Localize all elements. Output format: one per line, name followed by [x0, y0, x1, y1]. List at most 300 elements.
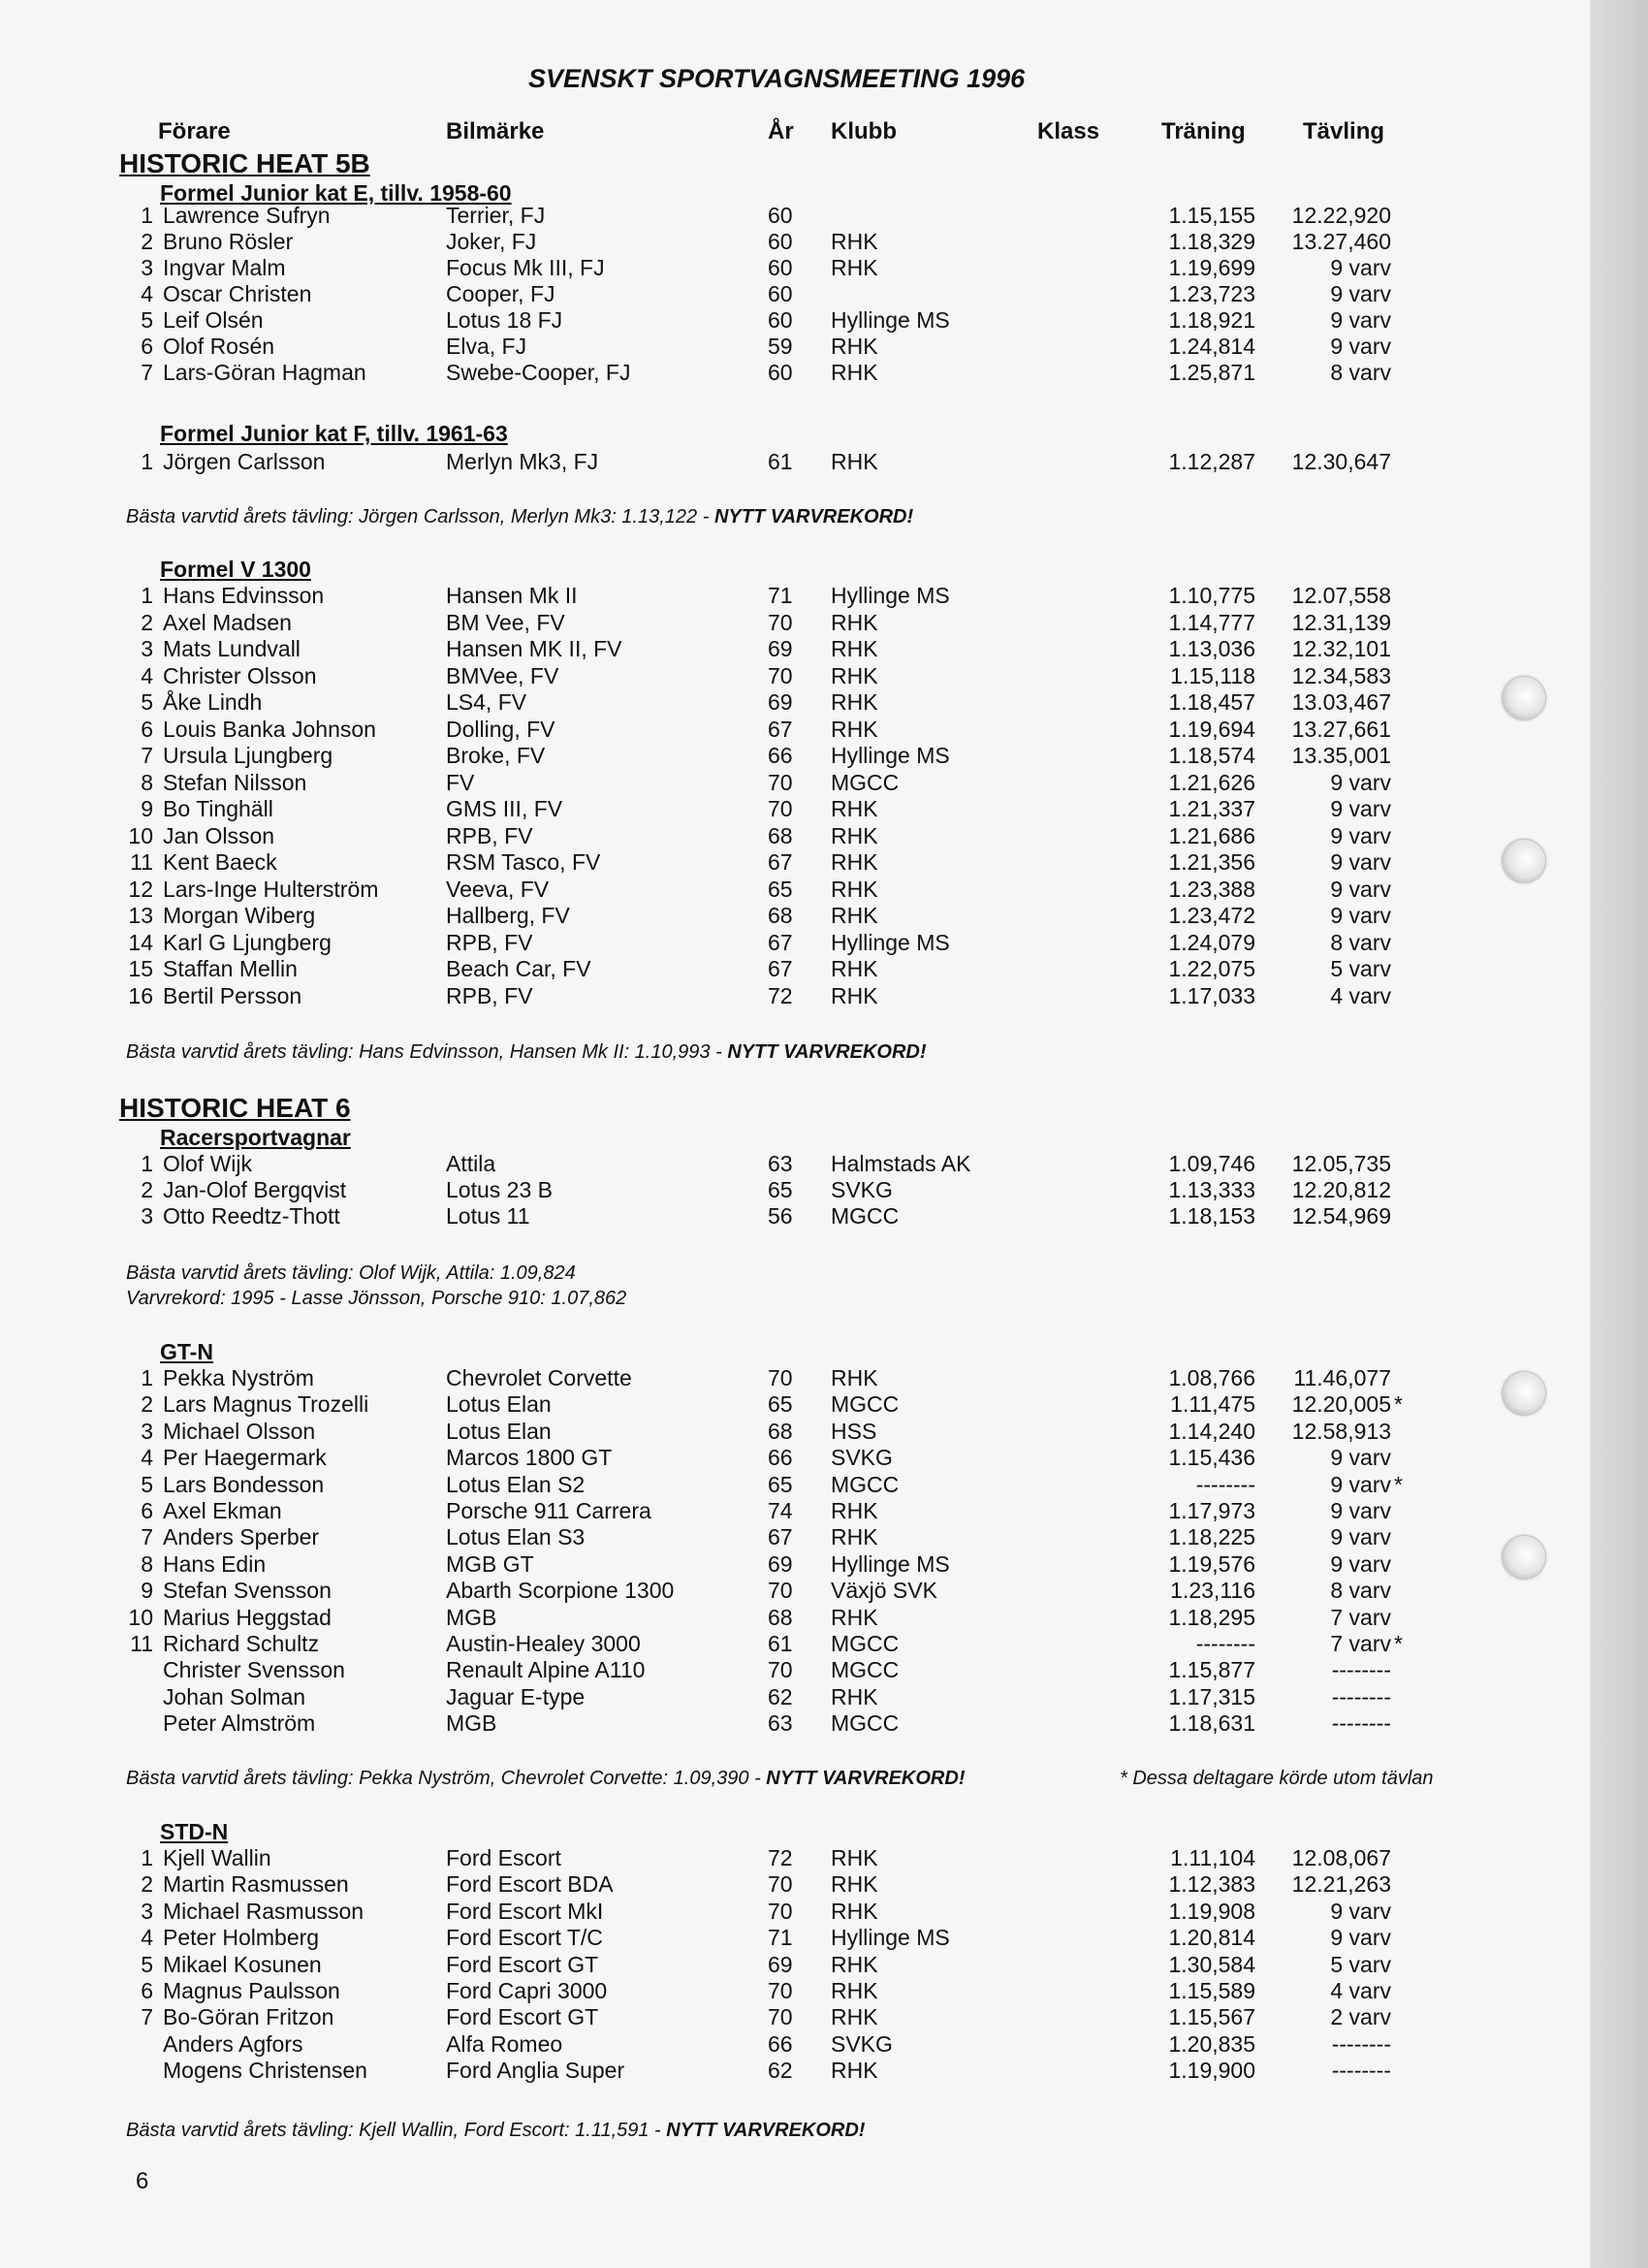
col-header-class: Klass — [1037, 118, 1100, 144]
cell-car: Alfa Romeo — [446, 2030, 563, 2057]
cell-race-result: 12.30,647 — [1291, 449, 1391, 474]
cell-position: 3 — [141, 1203, 153, 1229]
cell-year: 56 — [768, 1203, 793, 1229]
cell-training-time: 1.25,871 — [1168, 360, 1255, 385]
cell-club: RHK — [831, 1524, 878, 1550]
cell-year: 72 — [768, 982, 793, 1008]
cell-car: Hallberg, FV — [446, 903, 570, 928]
cell-race-result: 9 varv — [1330, 255, 1391, 280]
binder-hole-4 — [1503, 1536, 1545, 1579]
cell-training-time: 1.19,908 — [1168, 1898, 1255, 1924]
best-lap-stdn-record: NYTT VARVREKORD! — [666, 2120, 866, 2141]
cell-club: RHK — [831, 1365, 878, 1390]
cell-year: 60 — [768, 255, 793, 280]
cell-car: GMS III, FV — [446, 796, 563, 821]
cell-car: MGB — [446, 1710, 497, 1737]
cell-race-result: 9 varv — [1330, 1925, 1391, 1951]
cell-club: RHK — [831, 822, 878, 848]
cell-position: 11 — [130, 1631, 153, 1656]
cell-year: 70 — [768, 1578, 793, 1604]
table-row — [0, 636, 1415, 662]
cell-driver: Michael Rasmusson — [163, 1898, 364, 1924]
cell-training-time: 1.11,475 — [1170, 1391, 1255, 1418]
cell-car: MGB GT — [446, 1550, 534, 1577]
cell-car: RSM Tasco, FV — [446, 849, 601, 875]
table-row — [0, 1391, 1415, 1418]
cell-car: Ford Escort GT — [446, 2004, 599, 2030]
table-row — [0, 281, 1415, 307]
cell-position: 1 — [141, 1151, 153, 1176]
cell-year: 68 — [768, 903, 793, 928]
cell-training-time: 1.12,287 — [1168, 449, 1255, 474]
cell-race-result: 12.34,583 — [1291, 662, 1391, 688]
cell-year: 70 — [768, 1657, 793, 1683]
cell-race-result: 12.58,913 — [1291, 1418, 1391, 1444]
best-lap-junior-text: Bästa varvtid årets tävling: Jörgen Carlsson, Merlyn Mk3: 1.13,122 - — [126, 506, 714, 527]
cell-race-result: 9 varv — [1330, 1471, 1391, 1497]
cell-car: Lotus Elan — [446, 1391, 552, 1418]
cell-training-time: 1.17,033 — [1168, 982, 1255, 1008]
cell-training-time: 1.15,877 — [1168, 1657, 1255, 1683]
cell-position: 1 — [141, 203, 153, 228]
cell-position: 1 — [141, 1365, 153, 1390]
binder-hole-1 — [1503, 677, 1545, 719]
cell-driver: Kjell Wallin — [163, 1845, 271, 1870]
cell-club: RHK — [831, 1845, 878, 1870]
cell-club: MGCC — [831, 1471, 900, 1497]
cell-car: Lotus 23 B — [446, 1177, 553, 1202]
cell-race-result: 9 varv — [1330, 1550, 1391, 1577]
cell-race-result: 9 varv — [1330, 334, 1391, 359]
cell-driver: Per Haegermark — [163, 1445, 327, 1471]
cell-race-result: 11.46,077 — [1293, 1365, 1391, 1390]
cell-race-result: 13.27,460 — [1291, 229, 1391, 254]
cell-club: RHK — [831, 334, 878, 359]
cell-club: MGCC — [831, 1631, 900, 1656]
cell-position: 11 — [130, 849, 153, 875]
cell-driver: Jan-Olof Bergqvist — [163, 1177, 347, 1202]
cell-race-result: 4 varv — [1330, 982, 1391, 1008]
cell-car: BM Vee, FV — [446, 609, 565, 635]
cell-year: 70 — [768, 2004, 793, 2030]
cell-race-result: 9 varv — [1330, 1445, 1391, 1471]
cell-club: RHK — [831, 689, 878, 715]
cell-training-time: 1.13,036 — [1168, 636, 1255, 661]
cell-club: RHK — [831, 1498, 878, 1523]
cell-car: Renault Alpine A110 — [446, 1657, 646, 1683]
cell-race-result: 9 varv — [1330, 307, 1391, 333]
gtn-footnote: * Dessa deltagare körde utom tävlan — [1120, 1768, 1434, 1789]
cell-club: RHK — [831, 2058, 878, 2084]
heat-5b-heading: HISTORIC HEAT 5B — [119, 148, 370, 178]
cell-position: 9 — [141, 1578, 153, 1604]
table-row — [0, 717, 1415, 743]
table-row — [0, 770, 1415, 796]
cell-car: Lotus 11 — [446, 1203, 530, 1229]
cell-position: 2 — [141, 1871, 153, 1898]
cell-race-result: 2 varv — [1330, 2004, 1391, 2030]
cell-training-time: 1.15,155 — [1168, 203, 1255, 228]
table-row — [0, 1871, 1415, 1898]
table-row — [0, 1472, 1415, 1498]
table-row — [0, 1657, 1415, 1683]
cell-position: 6 — [141, 1498, 153, 1523]
cell-car: Elva, FJ — [446, 334, 527, 359]
cell-car: Hansen Mk II — [446, 583, 578, 608]
cell-race-result: 12.05,735 — [1291, 1151, 1391, 1176]
cell-training-time: 1.14,777 — [1168, 609, 1255, 635]
best-lap-formel-v-record: NYTT VARVREKORD! — [727, 1041, 927, 1063]
cell-year: 69 — [768, 1550, 793, 1577]
cell-year: 59 — [768, 334, 793, 359]
cell-driver: Axel Madsen — [163, 609, 292, 635]
cell-car: Focus Mk III, FJ — [446, 255, 605, 280]
cell-position: 8 — [141, 1550, 153, 1577]
cell-position: 5 — [141, 1471, 153, 1497]
cell-club: RHK — [831, 716, 878, 742]
cell-position: 9 — [141, 796, 153, 821]
cell-club: Hyllinge MS — [831, 1925, 950, 1951]
cell-car: MGB — [446, 1604, 497, 1630]
cell-training-time: 1.21,356 — [1168, 849, 1255, 875]
cell-training-time: 1.24,079 — [1168, 929, 1255, 955]
cell-training-time: 1.20,835 — [1168, 2030, 1255, 2057]
cell-training-time: 1.23,472 — [1168, 903, 1255, 928]
racer-heading: Racersportvagnar — [160, 1125, 351, 1150]
cell-year: 62 — [768, 1683, 793, 1709]
cell-training-time: 1.23,116 — [1170, 1578, 1255, 1604]
cell-driver: Lars-Inge Hulterström — [163, 876, 379, 902]
cell-car: Ford Escort BDA — [446, 1871, 614, 1898]
table-row — [0, 983, 1415, 1009]
cell-club: RHK — [831, 1951, 878, 1977]
cell-position: 10 — [128, 822, 153, 848]
table-row — [0, 930, 1415, 956]
cell-car: RPB, FV — [446, 822, 533, 848]
cell-club: MGCC — [831, 769, 900, 795]
table-row — [0, 1151, 1415, 1177]
cell-race-result: 12.22,920 — [1291, 203, 1391, 228]
cell-position: 1 — [141, 1845, 153, 1870]
cell-year: 71 — [768, 583, 793, 608]
table-row — [0, 1498, 1415, 1524]
cell-car: Ford Escort GT — [446, 1951, 599, 1977]
cell-year: 68 — [768, 1604, 793, 1630]
cell-position: 4 — [141, 1445, 153, 1471]
page-edge-shadow — [1590, 0, 1648, 2268]
table-row — [0, 1899, 1415, 1925]
cell-club: RHK — [831, 903, 878, 928]
cell-club: MGCC — [831, 1203, 900, 1229]
cell-year: 70 — [768, 662, 793, 688]
cell-driver: Oscar Christen — [163, 281, 312, 306]
cell-club: Växjö SVK — [831, 1578, 937, 1604]
cell-training-time: 1.21,337 — [1168, 796, 1255, 821]
cell-race-result: 9 varv — [1330, 796, 1391, 821]
cell-position: 7 — [141, 2004, 153, 2030]
cell-car: Porsche 911 Carrera — [446, 1498, 651, 1523]
table-row — [0, 1684, 1415, 1710]
cell-club: RHK — [831, 449, 878, 474]
cell-training-time: 1.13,333 — [1168, 1177, 1255, 1202]
cell-position: 7 — [141, 1524, 153, 1550]
cell-race-result: 12.07,558 — [1291, 583, 1391, 608]
table-row — [0, 1365, 1415, 1391]
cell-driver: Axel Ekman — [163, 1498, 282, 1523]
cell-club: RHK — [831, 849, 878, 875]
cell-car: Hansen MK II, FV — [446, 636, 622, 661]
cell-training-time: 1.18,329 — [1168, 229, 1255, 254]
cell-club: Hyllinge MS — [831, 307, 950, 333]
table-row — [0, 1925, 1415, 1951]
cell-position: 14 — [128, 929, 153, 955]
cell-training-time: 1.18,457 — [1168, 689, 1255, 715]
cell-club: RHK — [831, 662, 878, 688]
cell-car: Austin-Healey 3000 — [446, 1631, 641, 1656]
cell-year: 66 — [768, 1445, 793, 1471]
cell-driver: Johan Solman — [163, 1683, 306, 1709]
cell-club: RHK — [831, 229, 878, 254]
cell-year: 71 — [768, 1925, 793, 1951]
cell-race-result: 12.32,101 — [1291, 636, 1391, 661]
cell-training-time: 1.18,295 — [1168, 1604, 1255, 1630]
cell-training-time: 1.18,225 — [1168, 1524, 1255, 1550]
cell-training-time: 1.19,694 — [1168, 716, 1255, 742]
cell-race-result: 13.27,661 — [1291, 716, 1391, 742]
cell-race-result: 5 varv — [1330, 956, 1391, 981]
cell-year: 67 — [768, 1524, 793, 1550]
col-header-car: Bilmärke — [446, 118, 545, 144]
cell-car: Joker, FJ — [446, 229, 537, 254]
cell-car: Veeva, FV — [446, 876, 550, 902]
cell-position: 6 — [141, 716, 153, 742]
binder-hole-3 — [1503, 1372, 1545, 1415]
cell-position: 2 — [141, 1391, 153, 1418]
cell-club: RHK — [831, 876, 878, 902]
cell-year: 66 — [768, 2030, 793, 2057]
cell-car: RPB, FV — [446, 982, 533, 1008]
cell-position: 1 — [141, 583, 153, 608]
cell-driver: Åke Lindh — [163, 689, 263, 715]
cell-club: RHK — [831, 982, 878, 1008]
cell-driver: Olof Wijk — [163, 1151, 252, 1176]
table-row — [0, 1605, 1415, 1631]
cell-position: 6 — [141, 1978, 153, 2003]
table-row — [0, 307, 1415, 334]
cell-race-result: 9 varv — [1330, 281, 1391, 306]
table-row — [0, 610, 1415, 636]
cell-position: 2 — [141, 1177, 153, 1202]
table-row — [0, 583, 1415, 609]
table-row — [0, 689, 1415, 716]
cell-car: Lotus Elan S3 — [446, 1524, 586, 1550]
cell-training-time: 1.21,626 — [1168, 769, 1255, 795]
cell-driver: Stefan Svensson — [163, 1578, 332, 1604]
formel-v-heading: Formel V 1300 — [160, 557, 311, 582]
cell-driver: Olof Rosén — [163, 334, 275, 359]
cell-year: 69 — [768, 689, 793, 715]
cell-race-result: 12.20,005 — [1291, 1391, 1391, 1418]
cell-race-result: -------- — [1331, 2058, 1391, 2084]
col-header-training: Träning — [1161, 118, 1246, 144]
cell-training-time: 1.08,766 — [1168, 1365, 1255, 1390]
cell-driver: Anders Agfors — [163, 2030, 303, 2057]
cell-race-result: 7 varv — [1330, 1604, 1391, 1630]
cell-year: 68 — [768, 822, 793, 848]
table-row — [0, 2004, 1415, 2030]
best-lap-gtn-record: NYTT VARVREKORD! — [766, 1768, 966, 1789]
cell-training-time: 1.18,631 — [1168, 1710, 1255, 1737]
cell-club: Hyllinge MS — [831, 583, 950, 608]
table-row — [0, 849, 1415, 876]
junior-f-heading: Formel Junior kat F, tillv. 1961-63 — [160, 421, 508, 446]
cell-training-time: 1.18,574 — [1168, 743, 1255, 768]
cell-car: Broke, FV — [446, 743, 546, 768]
cell-training-time: 1.17,973 — [1168, 1498, 1255, 1523]
cell-position: 10 — [128, 1604, 153, 1630]
cell-car: Lotus Elan — [446, 1418, 552, 1444]
table-row — [0, 229, 1415, 255]
cell-driver: Otto Reedtz-Thott — [163, 1203, 340, 1229]
cell-training-time: 1.10,775 — [1168, 583, 1255, 608]
cell-position: 4 — [141, 1925, 153, 1951]
cell-race-result: 9 varv — [1330, 876, 1391, 902]
cell-year: 67 — [768, 849, 793, 875]
col-header-year: År — [768, 118, 794, 144]
col-header-race: Tävling — [1303, 118, 1385, 144]
cell-training-time: -------- — [1195, 1471, 1255, 1497]
cell-club: RHK — [831, 1898, 878, 1924]
cell-car: Ford Capri 3000 — [446, 1978, 608, 2003]
cell-training-time: 1.19,576 — [1168, 1550, 1255, 1577]
table-row — [0, 796, 1415, 822]
cell-race-result: 12.54,969 — [1291, 1203, 1391, 1229]
cell-car: Ford Escort MkI — [446, 1898, 604, 1924]
cell-race-result: 12.31,139 — [1291, 609, 1391, 635]
cell-race-result: 9 varv — [1330, 1498, 1391, 1523]
junior-e-heading: Formel Junior kat E, tillv. 1958-60 — [160, 180, 512, 206]
cell-year: 67 — [768, 929, 793, 955]
cell-position: 13 — [128, 903, 153, 928]
cell-car: Swebe-Cooper, FJ — [446, 360, 631, 385]
cell-driver: Mogens Christensen — [163, 2058, 367, 2084]
cell-driver: Mats Lundvall — [163, 636, 301, 661]
cell-year: 70 — [768, 609, 793, 635]
cell-driver: Mikael Kosunen — [163, 1951, 322, 1977]
cell-car: Dolling, FV — [446, 716, 555, 742]
cell-year: 61 — [768, 449, 793, 474]
table-row — [0, 203, 1415, 229]
cell-training-time: 1.23,723 — [1168, 281, 1255, 306]
best-lap-formel-v — [126, 1041, 927, 1064]
cell-race-result: -------- — [1331, 1683, 1391, 1709]
cell-year: 63 — [768, 1710, 793, 1737]
cell-position: 12 — [128, 876, 153, 902]
cell-training-time: 1.23,388 — [1168, 876, 1255, 902]
cell-training-time: 1.12,383 — [1168, 1871, 1255, 1898]
cell-training-time: 1.09,746 — [1168, 1151, 1255, 1176]
cell-club: Hyllinge MS — [831, 929, 950, 955]
cell-club: Halmstads AK — [831, 1151, 971, 1176]
cell-driver: Pekka Nyström — [163, 1365, 314, 1390]
cell-club: RHK — [831, 1871, 878, 1898]
cell-position: 5 — [141, 1951, 153, 1977]
cell-club: MGCC — [831, 1657, 900, 1683]
stdn-heading: STD-N — [160, 1819, 229, 1844]
table-row — [0, 823, 1415, 849]
cell-driver: Morgan Wiberg — [163, 903, 316, 928]
col-header-driver: Förare — [158, 118, 231, 144]
cell-training-time: 1.22,075 — [1168, 956, 1255, 981]
cell-driver: Hans Edin — [163, 1550, 267, 1577]
cell-training-time: 1.24,814 — [1168, 334, 1255, 359]
cell-car: RPB, FV — [446, 929, 533, 955]
cell-year: 70 — [768, 1365, 793, 1390]
cell-training-time: 1.18,921 — [1168, 307, 1255, 333]
cell-year: 60 — [768, 307, 793, 333]
table-row — [0, 1445, 1415, 1471]
cell-out-of-competition-mark: * — [1394, 1471, 1403, 1497]
cell-position: 3 — [141, 255, 153, 280]
cell-club: HSS — [831, 1418, 877, 1444]
cell-race-result: 8 varv — [1330, 929, 1391, 955]
cell-training-time: 1.17,315 — [1168, 1683, 1255, 1709]
cell-driver: Martin Rasmussen — [163, 1871, 349, 1898]
cell-race-result: 9 varv — [1330, 903, 1391, 928]
cell-car: Beach Car, FV — [446, 956, 591, 981]
cell-training-time: 1.19,900 — [1168, 2058, 1255, 2084]
cell-club: MGCC — [831, 1391, 900, 1418]
cell-car: BMVee, FV — [446, 662, 559, 688]
cell-training-time: 1.21,686 — [1168, 822, 1255, 848]
cell-year: 60 — [768, 360, 793, 385]
cell-year: 60 — [768, 281, 793, 306]
cell-driver: Anders Sperber — [163, 1524, 320, 1550]
cell-club: RHK — [831, 2004, 878, 2030]
cell-driver: Lars-Göran Hagman — [163, 360, 366, 385]
cell-car: Marcos 1800 GT — [446, 1445, 613, 1471]
cell-driver: Bertil Persson — [163, 982, 302, 1008]
cell-driver: Louis Banka Johnson — [163, 716, 376, 742]
cell-driver: Magnus Paulsson — [163, 1978, 340, 2003]
cell-training-time: 1.15,567 — [1168, 2004, 1255, 2030]
cell-car: Terrier, FJ — [446, 203, 546, 228]
cell-training-time: 1.15,118 — [1170, 662, 1255, 688]
cell-race-result: 8 varv — [1330, 360, 1391, 385]
cell-training-time: 1.14,240 — [1168, 1418, 1255, 1444]
cell-car: Attila — [446, 1151, 496, 1176]
cell-driver: Karl G Ljungberg — [163, 929, 332, 955]
cell-club: MGCC — [831, 1710, 900, 1737]
cell-out-of-competition-mark: * — [1394, 1391, 1403, 1418]
cell-club: Hyllinge MS — [831, 743, 950, 768]
cell-race-result: -------- — [1331, 2030, 1391, 2057]
col-header-club: Klubb — [831, 118, 897, 144]
cell-driver: Bruno Rösler — [163, 229, 294, 254]
cell-driver: Hans Edvinsson — [163, 583, 325, 608]
cell-year: 67 — [768, 716, 793, 742]
best-lap-racer: Bästa varvtid årets tävling: Olof Wijk, Attila: 1.09,824 — [126, 1262, 576, 1284]
cell-year: 65 — [768, 1177, 793, 1202]
cell-position: 5 — [141, 689, 153, 715]
cell-race-result: 8 varv — [1330, 1578, 1391, 1604]
cell-race-result: 12.20,812 — [1291, 1177, 1391, 1202]
table-row — [0, 743, 1415, 769]
cell-race-result: 9 varv — [1330, 769, 1391, 795]
cell-year: 70 — [768, 1871, 793, 1898]
table-row — [0, 1845, 1415, 1871]
cell-race-result: 13.03,467 — [1291, 689, 1391, 715]
